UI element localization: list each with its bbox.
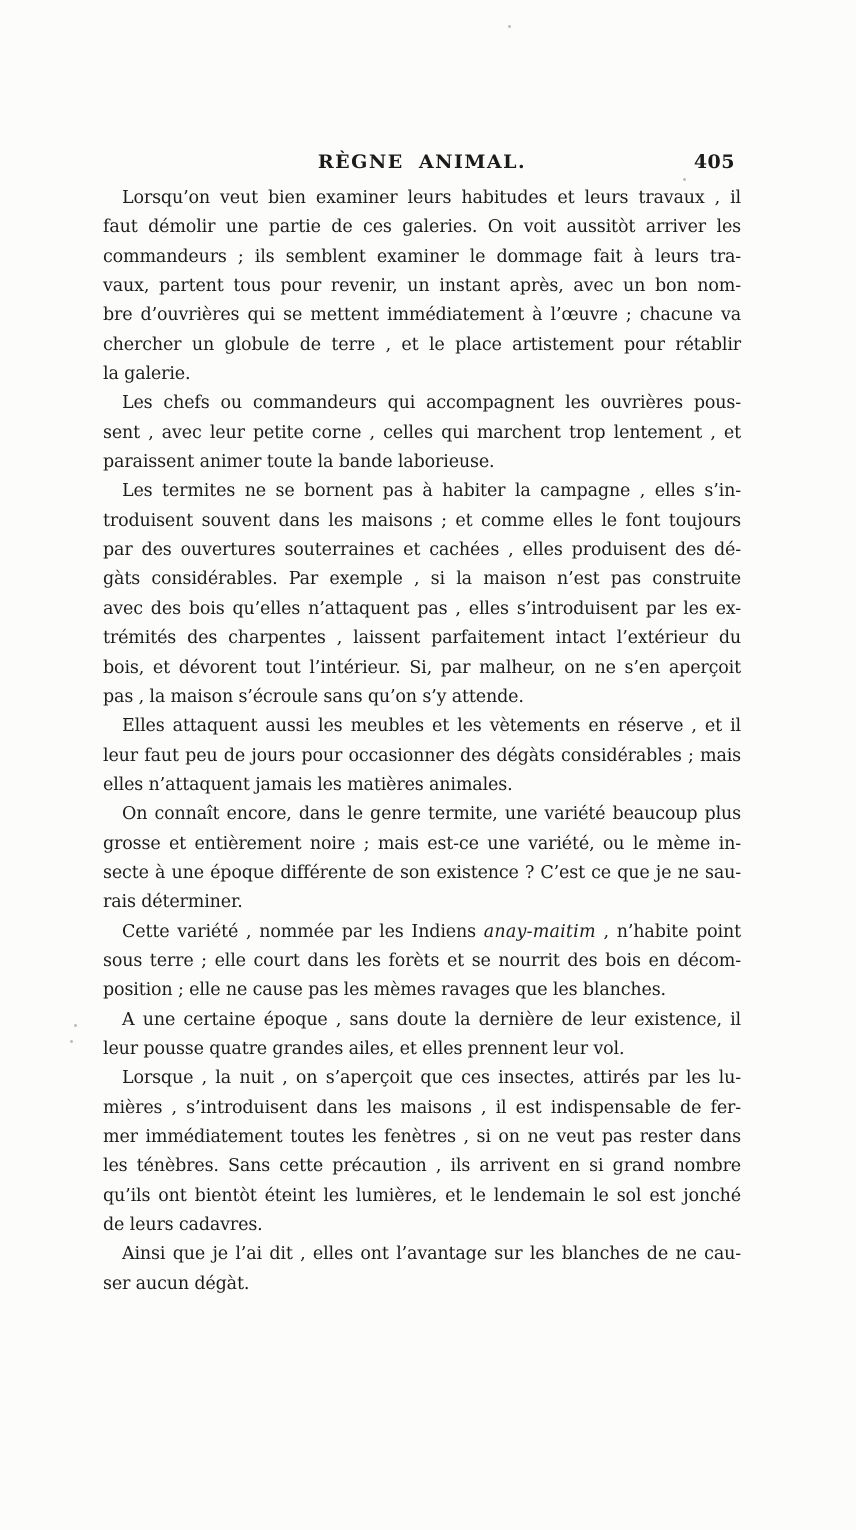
body-text	[103, 184, 741, 1299]
text-line: position ; elle ne cause pas les mèmes ravages que les blanches.	[103, 980, 666, 1001]
text-line: Ainsi que je l’ai dit , elles ont l’avantage sur les blanches de ne cau-	[122, 1244, 741, 1265]
text-line: faut démolir une partie de ces galeries. On voit aussitòt arriver les	[103, 217, 741, 238]
text-line: Lorsqu’on veut bien examiner leurs habitudes et leurs travaux , il	[122, 188, 741, 208]
text-line: bois, et dévorent tout l’intérieur. Si, par malheur, on ne s’en aperçoit	[103, 657, 741, 678]
scan-speck	[683, 178, 686, 181]
text-line: Cette variété , nommée par les Indiens anay-maitim , n’habite point	[122, 921, 741, 942]
text-line: ser aucun dégàt.	[103, 1273, 250, 1294]
text-line: gàts considérables. Par exemple , si la maison n’est pas construite	[103, 569, 741, 590]
text-line: la galerie.	[103, 364, 191, 385]
page-number: 405	[693, 151, 735, 173]
text-line: troduisent souvent dans les maisons ; et comme elles le font toujours	[103, 510, 741, 531]
scan-speck	[508, 25, 511, 28]
text-line: commandeurs ; ils semblent examiner le dommage fait à leurs tra-	[103, 246, 741, 267]
text-line: par des ouvertures souterraines et cachées , elles produisent des dé-	[103, 540, 741, 561]
text-line: avec des bois qu’elles n’attaquent pas , elles s’introduisent par les ex-	[103, 598, 741, 619]
text-line: rais déterminer.	[103, 892, 243, 913]
text-line: sous terre ; elle court dans les forèts et se nourrit des bois en décom-	[103, 950, 741, 971]
text-line: A une certaine époque , sans doute la dernière de leur existence, il	[122, 1009, 741, 1030]
text-line: chercher un globule de terre , et le place artistement pour rétablir	[103, 334, 741, 355]
text-line: grosse et entièrement noire ; mais est-ce une variété, ou le mème in-	[103, 833, 741, 854]
text-line: trémités des charpentes , laissent parfaitement intact l’extérieur du	[103, 628, 741, 649]
paragraph	[103, 184, 741, 389]
text-line: Lorsque , la nuit , on s’aperçoit que ces insectes, attirés par les lu-	[122, 1068, 741, 1089]
paragraph	[103, 712, 741, 800]
text-line: leur faut peu de jours pour occasionner des dégàts considérables ; mais	[103, 745, 741, 766]
paragraph	[103, 918, 741, 1006]
text-line: les ténèbres. Sans cette précaution , ils arrivent en si grand nombre	[103, 1156, 741, 1177]
paragraph	[103, 389, 741, 477]
text-line: vaux, partent tous pour revenir, un instant après, avec un bon nom-	[103, 276, 741, 297]
text-line: leur pousse quatre grandes ailes, et elles prennent leur vol.	[103, 1038, 625, 1059]
text-line: elles n’attaquent jamais les matières animales.	[103, 774, 513, 795]
text-line: Les termites ne se bornent pas à habiter la campagne , elles s’in-	[122, 481, 741, 502]
text-line: Les chefs ou commandeurs qui accompagnent les ouvrières pous-	[122, 393, 741, 414]
text-line: Elles attaquent aussi les meubles et les vètements en réserve , et il	[122, 716, 741, 737]
paragraph	[103, 1064, 741, 1240]
text-line: On connaît encore, dans le genre termite, une variété beaucoup plus	[122, 804, 741, 825]
text-line: bre d’ouvrières qui se mettent immédiatement à l’œuvre ; chacune va	[103, 305, 741, 326]
text-line: paraissent animer toute la bande laborieuse.	[103, 452, 495, 473]
paragraph	[103, 1006, 741, 1065]
text-line: sent , avec leur petite corne , celles qui marchent trop lentement , et	[103, 422, 741, 443]
paragraph	[103, 1240, 741, 1299]
running-head	[103, 151, 741, 177]
scan-speck	[74, 1024, 77, 1027]
paragraph	[103, 477, 741, 712]
paragraph	[103, 800, 741, 917]
text-line: mières , s’introduisent dans les maisons , il est indispensable de fer-	[103, 1097, 741, 1118]
text-line: mer immédiatement toutes les fenètres , si on ne veut pas rester dans	[103, 1127, 741, 1147]
scan-speck	[70, 1040, 73, 1043]
running-title: RÈGNE ANIMAL.	[317, 151, 527, 173]
text-line: qu’ils ont bientòt éteint les lumières, et le lendemain le sol est jonché	[103, 1185, 741, 1206]
text-line: secte à une époque différente de son existence ? C’est ce que je ne sau-	[103, 862, 741, 883]
text-line: de leurs cadavres.	[103, 1215, 263, 1236]
text-line: pas , la maison s’écroule sans qu’on s’y attende.	[103, 686, 524, 707]
